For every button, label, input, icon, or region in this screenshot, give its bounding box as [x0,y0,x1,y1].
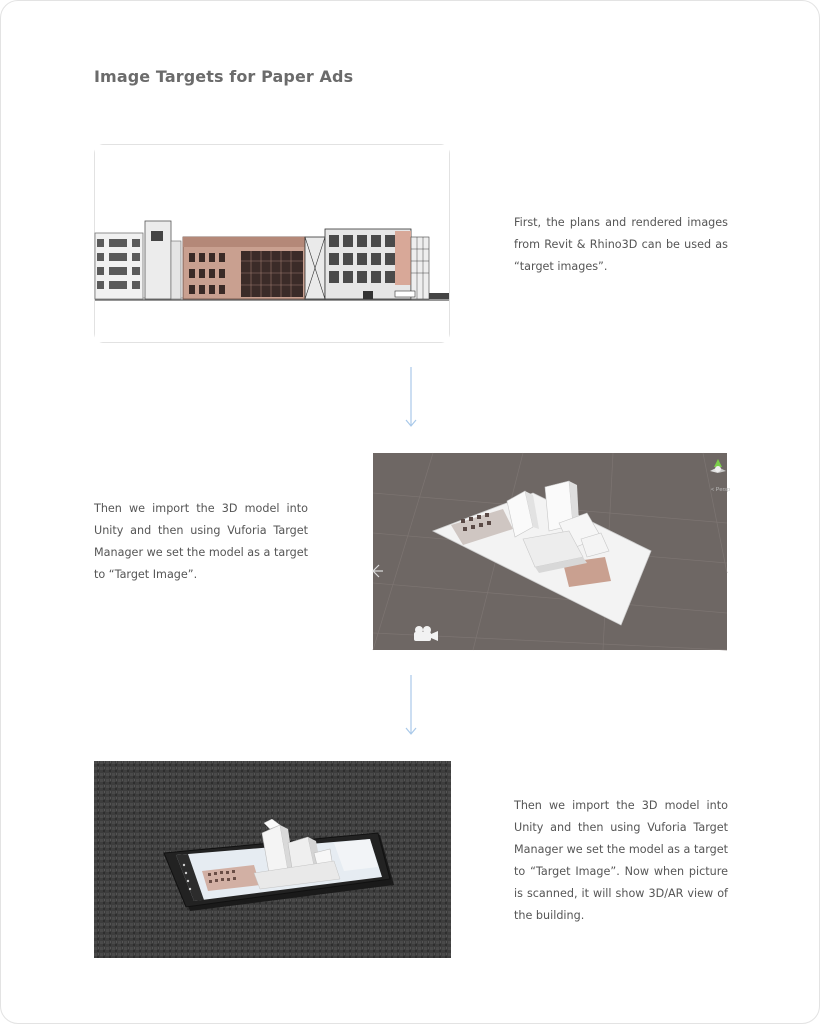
down-arrow-icon [404,675,418,737]
phone-ar-photo [94,761,451,958]
page-title: Image Targets for Paper Ads [94,67,354,86]
camera-icon[interactable] [411,625,439,643]
step-1-description: First, the plans and rendered images from Revit & Rhino3D can be used as “target images”. [514,216,728,273]
phone-ar-card [94,761,451,958]
unity-scene-card [373,453,731,650]
down-arrow-icon [404,367,418,429]
building-elevation-image [95,145,449,342]
step-3-description: Then we import the 3D model into Unity and then using Vuforia Target Manager we set the model as a target to “Target Image”. Now when picture is scanned, it will show 3D/AR view of the building. [514,799,728,922]
step-2-description: Then we import the 3D model into Unity and then using Vuforia Target Manager we set the model as a target to “Target Image”. [94,502,308,581]
unity-scene-image [373,453,731,650]
elevation-image-card [94,144,450,343]
persp-label: < Persp [711,487,731,493]
